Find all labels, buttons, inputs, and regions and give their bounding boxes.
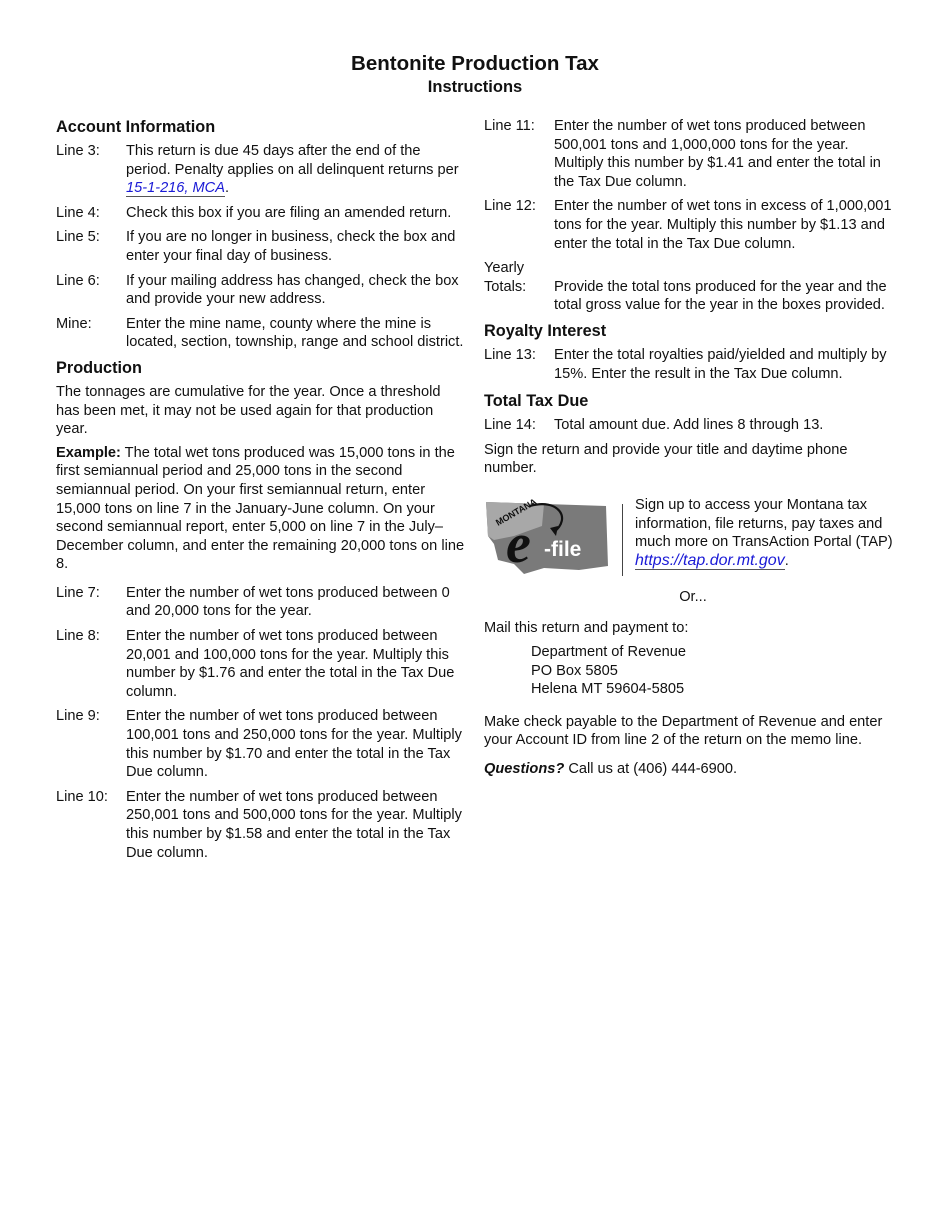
efile-divider: [622, 504, 623, 576]
mca-link[interactable]: 15-1-216, MCA: [126, 180, 225, 197]
production-example: Example: The total wet tons produced was 15,000 tons in the first semiannual period and 25,000 tons in the second semiannual period. On your first semiannual return, enter 15,000 tons on line 7 in the January-June column. On your second semiannual report, enter 5,000 on line 7 in the July–December column, and enter the remaining 20,000 tons on line 8.: [56, 444, 465, 573]
instruction-line-7: [56, 584, 468, 621]
yearly-label-top: Yearly: [484, 260, 525, 277]
instruction-line-10: [56, 788, 468, 862]
instruction-mine: [56, 315, 468, 352]
mailing-address: [531, 643, 896, 699]
line-label: Line 12:: [484, 198, 536, 215]
efile-text: Sign up to access your Montana tax information, file returns, pay taxes and much more on TransAction Portal (TAP) https://tap.dor.mt.gov.: [635, 496, 893, 569]
account-heading: Account Information: [56, 118, 216, 136]
page-title: Bentonite Production Tax: [351, 52, 599, 75]
logo-montana-text: MONTANA: [494, 496, 539, 528]
production-intro: The tonnages are cumulative for the year. Once a threshold has been met, it may not be used again for that production year.: [56, 383, 441, 438]
line-label: Line 14:: [484, 417, 536, 434]
line-text: Total amount due. Add lines 8 through 13.: [554, 417, 824, 434]
line-text: Enter the number of wet tons produced between 250,001 tons and 500,000 tons for the year. Multiply this number by $1.58 and enter the total in the Tax Due column.: [126, 788, 462, 861]
tap-link[interactable]: https://tap.dor.mt.gov: [635, 551, 785, 569]
instruction-line-5: [56, 228, 468, 265]
line-label: Line 13:: [484, 346, 536, 363]
production-heading: Production: [56, 358, 142, 377]
line-label: Line 9:: [56, 708, 100, 725]
instruction-yearly-totals: [484, 278, 896, 315]
page-header: [0, 51, 950, 98]
line-text: If you are no longer in business, check the box and enter your final day of business.: [126, 229, 456, 264]
address-line: Helena MT 59604-5805: [531, 681, 685, 698]
instruction-line-9: [56, 707, 468, 781]
line-label: Line 6:: [56, 272, 100, 289]
svg-text:e: e: [506, 512, 531, 575]
sign-instructions: Sign the return and provide your title and daytime phone number.: [484, 441, 848, 477]
line-label: Line 3:: [56, 143, 100, 159]
line-label: Line 8:: [56, 628, 100, 645]
left-column: [56, 117, 468, 868]
total-heading: Total Tax Due: [484, 392, 589, 411]
instruction-line-4: [56, 204, 468, 223]
line-label: Line 7:: [56, 584, 100, 601]
instruction-line-12: [484, 197, 896, 253]
line-text: Enter the number of wet tons produced between 20,001 and 100,000 tons for the year. Multiply this number by $1.76 and enter the total in the Tax Due column.: [126, 628, 455, 700]
line-label: Line 5:: [56, 229, 100, 246]
instruction-line-3: [56, 142, 468, 198]
instruction-line-13: [484, 346, 896, 383]
check-instructions: Make check payable to the Department of Revenue and enter your Account ID from line 2 of the return on the memo line.: [484, 713, 883, 749]
or-text: Or...: [679, 588, 707, 605]
line-label: Line 10:: [56, 788, 108, 805]
line-text: Provide the total tons produced for the year and the total gross value for the year in the boxes provided.: [554, 278, 887, 314]
efile-block: [484, 496, 896, 578]
instruction-line-8: [56, 627, 468, 701]
line-label: Mine:: [56, 315, 92, 332]
line-text: Check this box if you are filing an amended return.: [126, 204, 452, 221]
right-column: [484, 117, 896, 784]
line-text: Enter the number of wet tons produced between 500,001 tons and 1,000,000 tons for the year. Multiply this number by $1.41 and enter the total in the Tax Due column.: [554, 118, 881, 190]
line-text: Enter the number of wet tons produced between 100,001 tons and 250,000 tons for the year. Multiply this number by $1.70 and enter the total in the Tax Due column.: [126, 708, 462, 781]
line-text: Enter the mine name, county where the mine is located, section, township, range and school district.: [126, 315, 464, 351]
montana-efile-logo-icon: [484, 496, 608, 578]
line-text: This return is due 45 days after the end of the period. Penalty applies on all delinquent returns per 15-1-216, MCA.: [126, 143, 459, 197]
line-text: Enter the number of wet tons produced between 0 and 20,000 tons for the year.: [126, 584, 450, 620]
address-line: Department of Revenue: [531, 644, 686, 661]
line-label: Line 4:: [56, 204, 100, 221]
instruction-line-14: [484, 416, 896, 435]
line-label: Line 11:: [484, 118, 535, 134]
questions-line: Questions? Call us at (406) 444-6900.: [484, 761, 738, 778]
line-text: If your mailing address has changed, check the box and provide your new address.: [126, 272, 459, 308]
address-line: PO Box 5805: [531, 662, 618, 679]
royalty-heading: Royalty Interest: [484, 321, 607, 340]
line-text: Enter the total royalties paid/yielded and multiply by 15%. Enter the result in the Tax Due column.: [554, 346, 887, 382]
instruction-line-11: [484, 117, 896, 191]
page-subtitle: Instructions: [427, 78, 523, 96]
instruction-line-6: [56, 272, 468, 309]
mail-intro: Mail this return and payment to:: [484, 619, 689, 636]
line-text: Enter the number of wet tons in excess of 1,000,001 tons for the year. Multiply this number by $1.13 and enter the total in the Tax Due column.: [554, 198, 892, 252]
logo-efile-text: -file: [544, 537, 582, 561]
line-label: Totals:: [484, 278, 527, 295]
